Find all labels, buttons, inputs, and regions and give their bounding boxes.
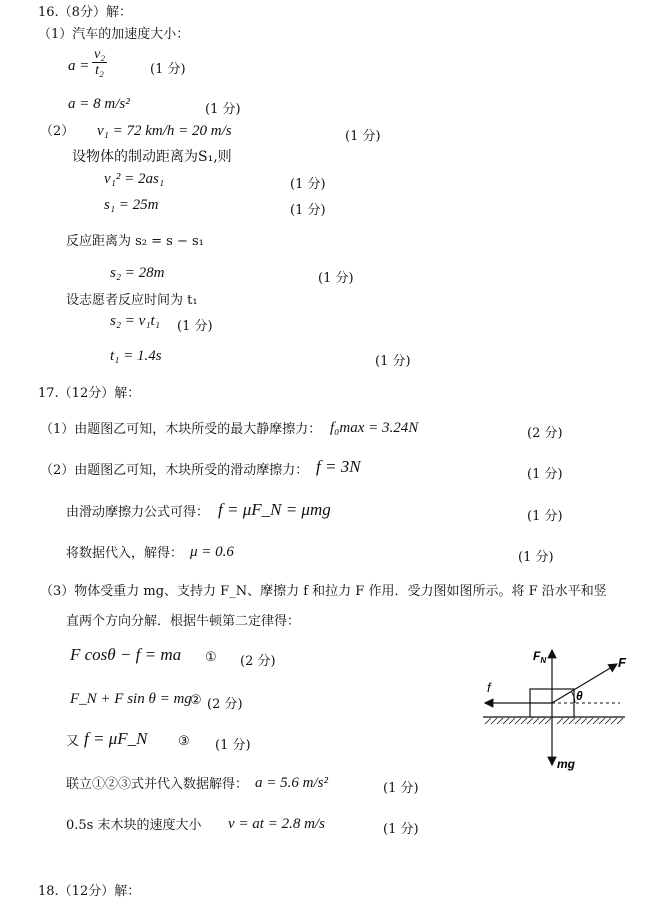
q16-s2-formula: s₂ = 28m — [110, 265, 165, 281]
q16-accel-value: a = 8 m/s² — [68, 96, 130, 112]
q17-velocity-points: (1 分) — [383, 822, 419, 837]
label-gravity: mg — [557, 757, 575, 771]
label-theta: θ — [576, 689, 583, 703]
q16-accel-numerator: v₂ — [94, 47, 106, 62]
q16-t1-formula: t₁ = 1.4s — [110, 348, 162, 364]
q16-v1sq-formula: v₁² = 2as₁ — [104, 171, 165, 187]
q16-v1-points: (1 分) — [345, 129, 381, 144]
q16-accel-points: (1 分) — [150, 62, 186, 77]
q16-reaction-intro: 反应距离为 s₂ = s − s₁ — [66, 234, 204, 249]
q17-eq1-mark: ① — [205, 650, 217, 665]
q16-accel-lhs: a = — [68, 58, 90, 74]
q16-accel-fraction — [92, 47, 107, 79]
q16-s2-points: (1 分) — [318, 271, 354, 286]
q17-part2-text: （2）由题图乙可知，木块所受的滑动摩擦力： — [40, 463, 309, 478]
q17-eq1-formula: F cosθ − f = ma — [70, 645, 182, 664]
q16-part2-label: （2） — [40, 124, 75, 139]
q16-braking-intro: 设物体的制动距离为S₁,则 — [72, 149, 232, 165]
q17-solve-points: (1 分) — [383, 781, 419, 796]
q17-part1-formula: f₀max = 3.24N — [330, 420, 419, 436]
q17-eq3-points: (1 分) — [215, 738, 251, 753]
q17-eq1-points: (2 分) — [240, 654, 276, 669]
q16-s2-v1t1: s₂ = v₁t₁ — [110, 313, 160, 329]
q17-subst-points: (1 分) — [518, 550, 554, 565]
q17-subst-text: 将数据代入，解得： — [66, 546, 184, 561]
q16-s2-v1t1-points: (1 分) — [177, 319, 213, 334]
q17-sliding-formula: f = μF_N = μmg — [218, 500, 331, 519]
label-normal-force-sub: N — [540, 656, 547, 665]
q16-t1-points: (1 分) — [375, 354, 411, 369]
q17-eq2-formula: F_N + F sin θ = mg — [70, 691, 192, 707]
q16-accel-value-points: (1 分) — [205, 102, 241, 117]
q16-v1sq-points: (1 分) — [290, 177, 326, 192]
q17-eq2-points: (2 分) — [207, 697, 243, 712]
q17-part3-line2: 直两个方向分解．根据牛顿第二定律得： — [66, 614, 301, 629]
force-diagram — [475, 640, 635, 780]
q17-solve-formula: a = 5.6 m/s² — [255, 775, 328, 791]
q17-solve-text: 联立①②③式并代入数据解得： — [66, 777, 249, 792]
q16-v1-formula: v₁ = 72 km/h = 20 m/s — [97, 123, 232, 139]
q17-part3-line1: （3）物体受重力 mg、支持力 F_N、摩擦力 f 和拉力 F 作用．受力图如图所示。将 F 沿水平和竖 — [40, 584, 607, 599]
ground-hatching — [485, 718, 623, 724]
q16-t1-intro: 设志愿者反应时间为 t₁ — [66, 293, 198, 308]
pull-force-arrow — [552, 664, 617, 703]
q17-eq2-mark: ② — [190, 693, 202, 708]
q17-velocity-text: 0.5s 末木块的速度大小 — [66, 818, 202, 833]
q17-sliding-text: 由滑动摩擦力公式可得： — [66, 505, 210, 520]
q16-header: 16.（8分）解： — [38, 5, 132, 20]
q17-eq3-mark: ③ — [178, 734, 190, 749]
q17-part1-text: （1）由题图乙可知，木块所受的最大静摩擦力： — [40, 422, 322, 437]
q16-s1-points: (1 分) — [290, 203, 326, 218]
q17-subst-formula: μ = 0.6 — [190, 544, 234, 560]
q16-s1-formula: s₁ = 25m — [104, 197, 159, 213]
q17-header: 17.（12分）解： — [38, 386, 141, 401]
q16-accel-denominator: t₂ — [95, 63, 104, 78]
label-normal-force: $F_N$ — [533, 649, 547, 665]
label-pull-force: F — [618, 655, 626, 670]
q17-eq3-formula: f = μF_N — [84, 729, 148, 748]
q17-part2-points: (1 分) — [527, 467, 563, 482]
q17-eq3-prefix: 又 — [66, 734, 80, 749]
q17-part2-formula: f = 3N — [316, 457, 361, 476]
q17-sliding-points: (1 分) — [527, 509, 563, 524]
q17-part1-points: (2 分) — [527, 426, 563, 441]
q18-header: 18.（12分）解： — [38, 884, 141, 899]
q16-part1-label: （1）汽车的加速度大小： — [38, 27, 190, 42]
q17-velocity-formula: v = at = 2.8 m/s — [228, 816, 325, 832]
label-friction: f — [487, 680, 491, 695]
